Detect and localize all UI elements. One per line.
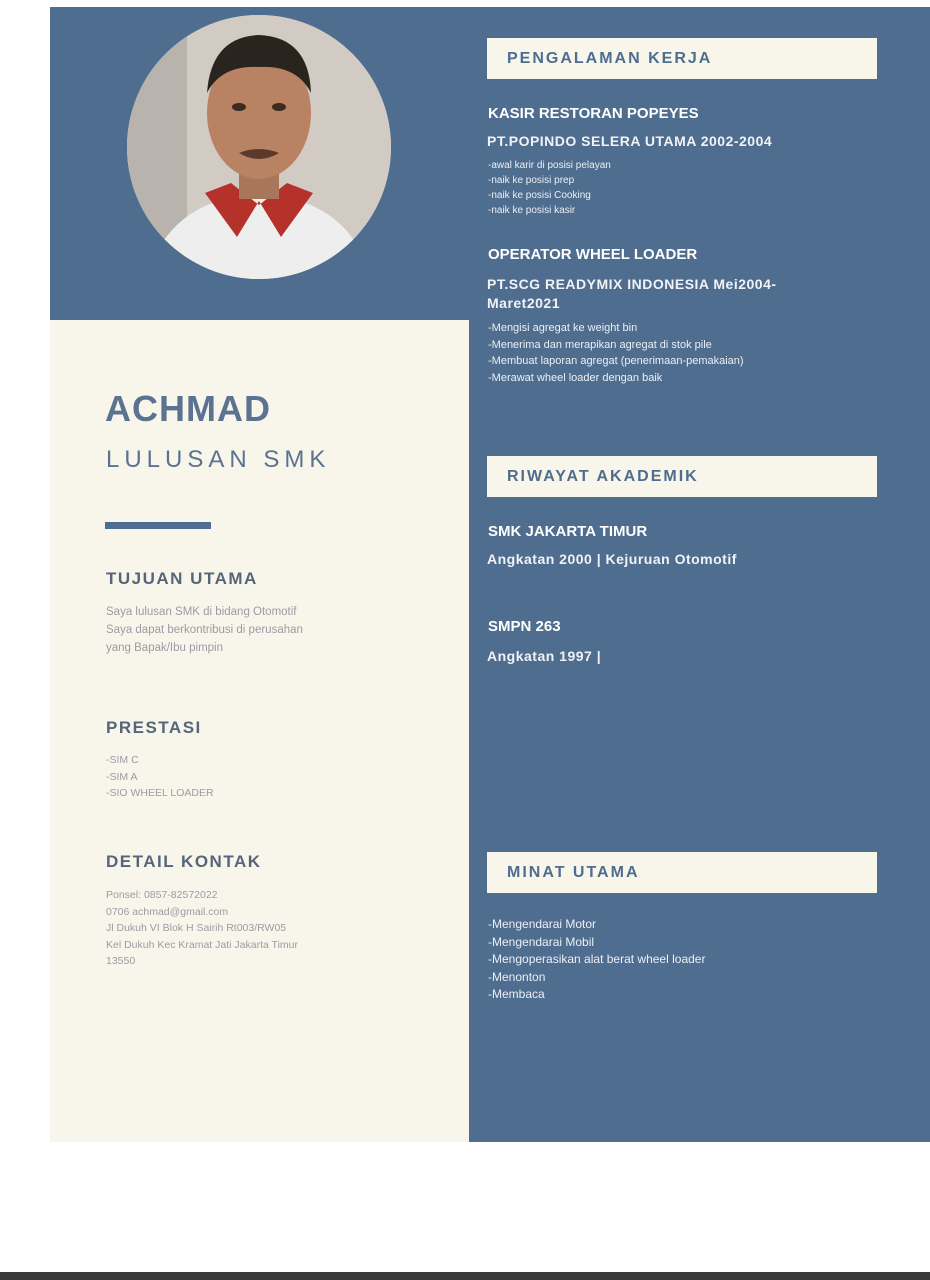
list-item: -awal karir di posisi pelayan xyxy=(488,160,611,171)
list-item: -Merawat wheel loader dengan baik xyxy=(488,371,663,384)
tujuan-line: Saya dapat berkontribusi di perusahan xyxy=(106,624,303,636)
list-item: -naik ke posisi kasir xyxy=(488,205,576,216)
pengalaman-heading: PENGALAMAN KERJA xyxy=(507,49,713,67)
phone-text: Ponsel: 0857-82572022 xyxy=(106,889,218,901)
list-item: -Mengoperasikan alat berat wheel loader xyxy=(488,952,706,966)
candidate-subtitle: LULUSAN SMK xyxy=(106,446,331,473)
pengalaman-header xyxy=(487,38,877,79)
tujuan-text xyxy=(106,603,406,657)
scan-edge xyxy=(0,1272,930,1280)
profile-photo xyxy=(127,15,391,279)
list-item: -Mengisi agregat ke weight bin xyxy=(488,322,638,334)
list-item: -Menonton xyxy=(488,969,546,984)
postal-code: 13550 xyxy=(106,955,136,967)
email-text: 0706 achmad@gmail.com xyxy=(106,905,229,918)
tujuan-line: Saya lulusan SMK di bidang Otomotif xyxy=(106,606,297,618)
job-duties xyxy=(488,320,744,386)
job-title: KASIR RESTORAN POPEYES xyxy=(488,105,699,122)
school-detail: Angkatan 1997 | xyxy=(487,648,602,664)
list-item: -naik ke posisi Cooking xyxy=(488,190,591,201)
list-item: -Menerima dan merapikan agregat di stok pile xyxy=(488,338,712,351)
school-name: SMK JAKARTA TIMUR xyxy=(488,523,648,540)
minat-heading: MINAT UTAMA xyxy=(507,863,640,881)
job-company-line: PT.SCG READYMIX INDONESIA Mei2004- xyxy=(487,276,777,292)
list-item: -naik ke posisi prep xyxy=(488,175,575,186)
job-company xyxy=(487,275,777,313)
school-name: SMPN 263 xyxy=(488,618,561,635)
job-duties xyxy=(488,158,611,218)
job-company-line: Maret2021 xyxy=(487,295,560,311)
list-item: -Membuat laporan agregat (penerimaan-pemakaian) xyxy=(488,355,744,367)
school-detail: Angkatan 2000 | Kejuruan Otomotif xyxy=(487,551,737,567)
tujuan-heading: TUJUAN UTAMA xyxy=(106,569,258,588)
address-line: Kel Dukuh Kec Kramat Jati Jakarta Timur xyxy=(106,938,298,951)
list-item: -Mengendarai Motor xyxy=(488,917,597,931)
address-line: Jl Dukuh VI Blok H Sairih Rt003/RW05 xyxy=(106,922,287,934)
tujuan-line: yang Bapak/Ibu pimpin xyxy=(106,642,223,654)
list-item: -Mengendarai Mobil xyxy=(488,934,595,949)
minat-header xyxy=(487,852,877,893)
list-item: -SIO WHEEL LOADER xyxy=(106,787,214,799)
akademik-heading: RIWAYAT AKADEMIK xyxy=(507,467,699,485)
accent-divider xyxy=(105,522,211,529)
akademik-header xyxy=(487,456,877,497)
list-item: -SIM C xyxy=(106,754,139,766)
job-company: PT.POPINDO SELERA UTAMA 2002-2004 xyxy=(487,133,773,149)
kontak-details xyxy=(106,887,406,970)
kontak-heading: DETAIL KONTAK xyxy=(106,852,262,871)
job-title: OPERATOR WHEEL LOADER xyxy=(488,246,698,263)
list-item: -Membaca xyxy=(488,987,545,1001)
prestasi-heading: PRESTASI xyxy=(106,718,202,737)
list-item: -SIM A xyxy=(106,770,138,783)
minat-list xyxy=(488,916,705,1004)
prestasi-list xyxy=(106,752,406,802)
candidate-name: ACHMAD xyxy=(105,388,271,429)
